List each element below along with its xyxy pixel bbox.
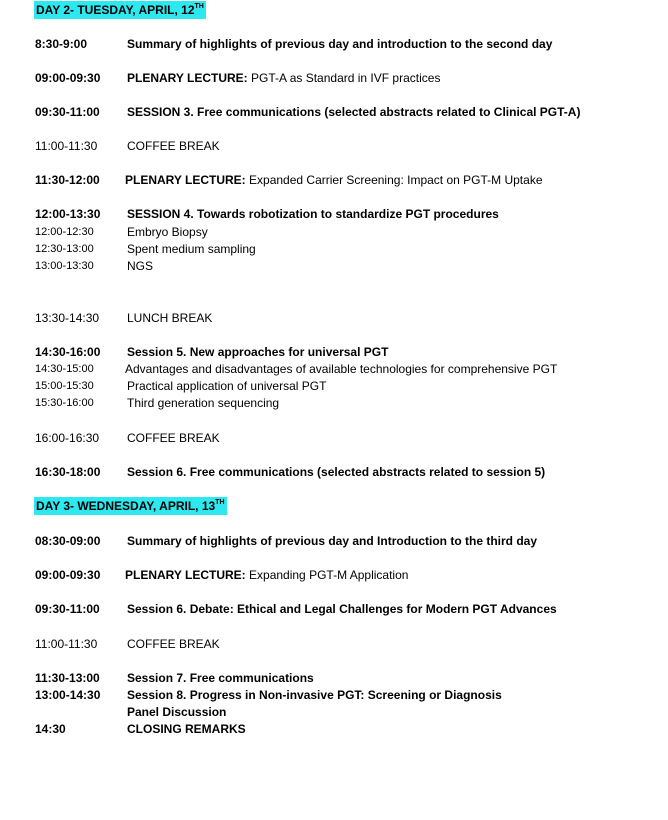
row-time: 13:30-14:30	[35, 311, 100, 325]
row-desc: PGT-A as Standard in IVF practices	[247, 71, 441, 85]
plenary-label: PLENARY LECTURE:	[125, 568, 246, 582]
schedule-subrow	[35, 378, 658, 394]
row-desc: Embryo Biopsy	[127, 225, 208, 239]
row-time: 11:30-13:00	[35, 671, 100, 685]
schedule-row	[35, 310, 658, 326]
row-time: 09:00-09:30	[35, 568, 101, 582]
schedule-row	[35, 36, 658, 52]
row-desc: Third generation sequencing	[127, 396, 280, 410]
schedule-row	[35, 670, 658, 686]
schedule-row	[35, 464, 658, 480]
row-time: 11:30-12:00	[35, 173, 100, 187]
row-time: 14:30-16:00	[35, 345, 101, 359]
schedule-subrow	[35, 241, 658, 257]
row-time: 12:00-13:30	[35, 207, 101, 221]
schedule-row	[35, 601, 658, 617]
row-time: 16:30-18:00	[35, 465, 101, 479]
schedule-row	[35, 430, 658, 446]
row-desc: COFFEE BREAK	[127, 637, 220, 651]
row-time: 09:30-11:00	[35, 105, 100, 119]
schedule-subrow	[35, 224, 658, 240]
row-desc: Session 6. Free communications (selected abstracts related to session 5)	[127, 465, 546, 479]
row-time: 09:00-09:30	[35, 71, 101, 85]
row-desc: Summary of highlights of previous day and introduction to the second day	[127, 37, 553, 51]
day3-header-sup: TH	[215, 499, 225, 506]
schedule-row	[35, 533, 658, 549]
row-time: 14:30-15:00	[35, 363, 94, 375]
schedule-row	[35, 206, 658, 222]
plenary-label: PLENARY LECTURE:	[127, 71, 248, 85]
row-desc: SESSION 4. Towards robotization to standardize PGT procedures	[127, 207, 499, 221]
day2-header-text: DAY 2- TUESDAY, APRIL, 12	[36, 3, 195, 17]
row-desc: CLOSING REMARKS	[127, 722, 246, 736]
day3-header-text: DAY 3- WEDNESDAY, APRIL, 13	[36, 499, 216, 513]
row-desc: Session 5. New approaches for universal PGT	[127, 345, 389, 359]
schedule-row	[35, 636, 658, 652]
row-desc: COFFEE BREAK	[127, 139, 220, 153]
row-time: 08:30-09:00	[35, 534, 101, 548]
row-time: 8:30-9:00	[35, 37, 88, 51]
row-time: 11:00-11:30	[35, 139, 98, 153]
row-desc: LUNCH BREAK	[127, 311, 213, 325]
schedule-row	[35, 567, 658, 583]
schedule-row	[35, 721, 658, 737]
row-time: 13:00-13:30	[35, 260, 94, 272]
row-desc: Session 6. Debate: Ethical and Legal Challenges for Modern PGT Advances	[127, 602, 557, 616]
schedule-subrow	[35, 258, 658, 274]
row-desc: Practical application of universal PGT	[127, 379, 327, 393]
row-desc: Advantages and disadvantages of available technologies for comprehensive PGT	[125, 362, 558, 376]
schedule-row	[35, 687, 658, 703]
row-time: 15:30-16:00	[35, 397, 94, 409]
row-desc: Summary of highlights of previous day and Introduction to the third day	[127, 534, 538, 548]
row-time: 14:30	[35, 722, 66, 736]
row-desc: NGS	[127, 259, 154, 273]
row-desc: Panel Discussion	[127, 705, 227, 719]
schedule-row	[35, 138, 658, 154]
row-desc: COFFEE BREAK	[127, 431, 220, 445]
row-desc: Spent medium sampling	[127, 242, 256, 256]
row-time: 15:00-15:30	[35, 380, 94, 392]
row-desc: Session 7. Free communications	[127, 671, 314, 685]
plenary-label: PLENARY LECTURE:	[125, 173, 246, 187]
day3-header	[34, 497, 227, 515]
row-desc: Expanding PGT-M Application	[245, 568, 409, 582]
row-time: 12:00-12:30	[35, 226, 94, 238]
schedule-subrow	[35, 361, 658, 377]
day2-header-sup: TH	[194, 3, 204, 10]
row-time: 12:30-13:00	[35, 243, 94, 255]
schedule-row	[35, 70, 658, 86]
schedule-row	[35, 172, 658, 188]
row-time: 13:00-14:30	[35, 688, 101, 702]
row-time: 16:00-16:30	[35, 431, 100, 445]
row-time: 09:30-11:00	[35, 602, 100, 616]
schedule-row	[35, 104, 658, 120]
row-desc: SESSION 3. Free communications (selected abstracts related to Clinical PGT-A)	[127, 105, 581, 119]
schedule-subrow	[35, 395, 658, 411]
row-time: 11:00-11:30	[35, 637, 98, 651]
day2-header	[34, 1, 206, 19]
schedule-row	[35, 344, 658, 360]
row-desc: Session 8. Progress in Non-invasive PGT: Screening or Diagnosis	[127, 688, 502, 702]
schedule-row	[35, 704, 658, 720]
row-desc: Expanded Carrier Screening: Impact on PGT-M Uptake	[245, 173, 543, 187]
